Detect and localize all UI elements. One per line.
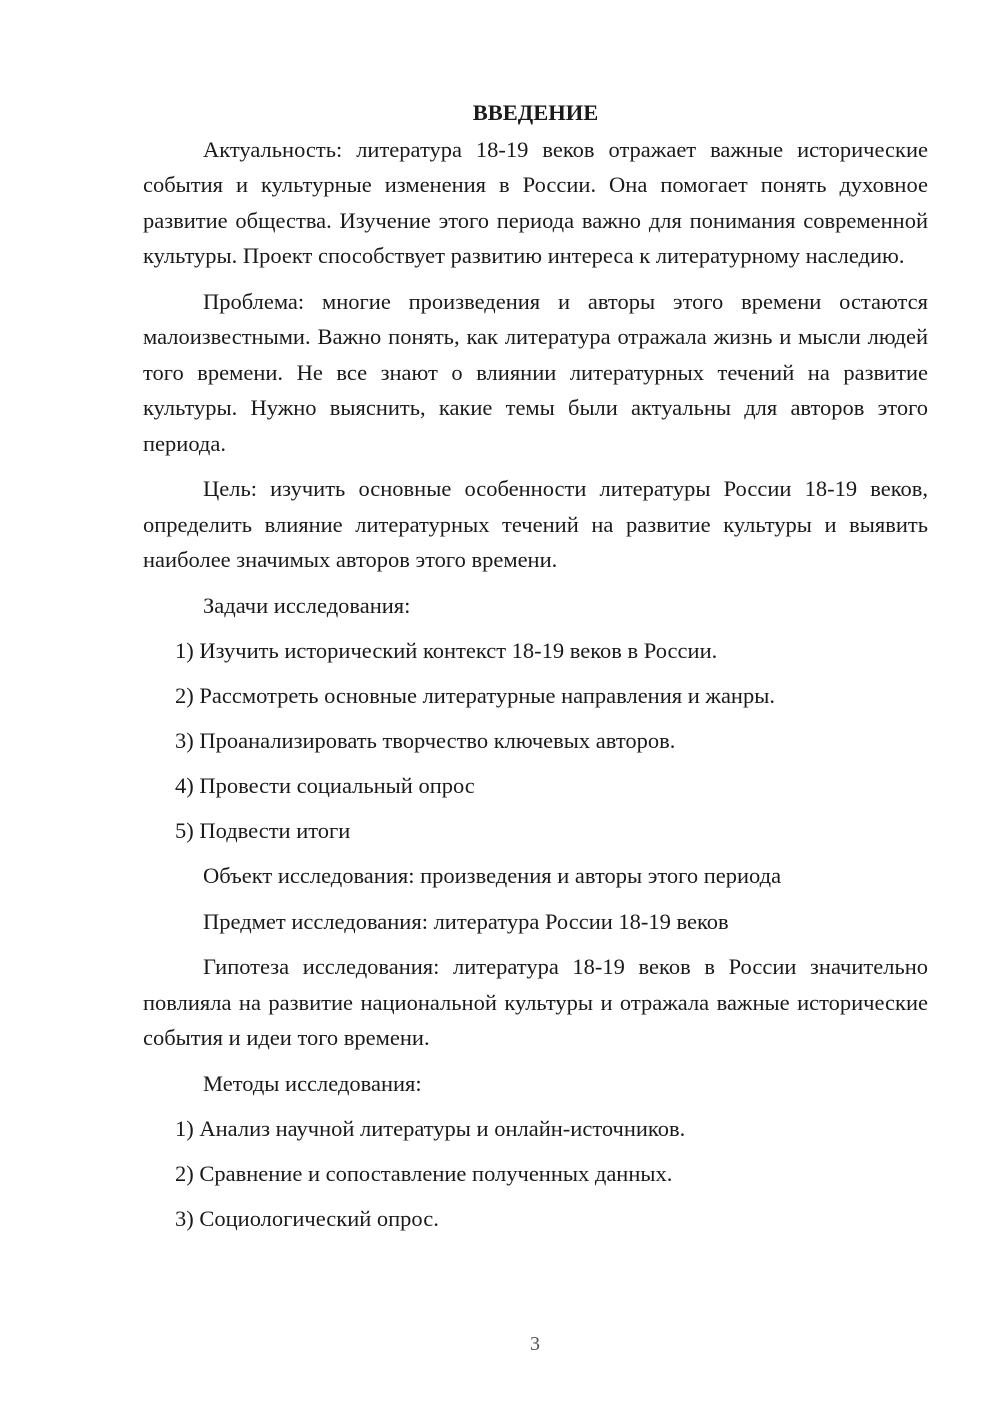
hypothesis-paragraph: Гипотеза исследования: литература 18-19 веков в России значительно повлияла на развитие национальной культуры и отражала важные исторические события и идеи того времени. xyxy=(143,954,928,1050)
list-item: 5) Подвести итоги xyxy=(175,818,351,843)
list-item: 3) Проанализировать творчество ключевых авторов. xyxy=(175,728,676,753)
tasks-heading: Задачи исследования: xyxy=(203,592,411,618)
goal-paragraph: Цель: изучить основные особенности литературы России 18-19 веков, определить влияние литературных течений на развитие культуры и выявить наиболее значимых авторов этого времени. xyxy=(143,476,928,572)
list-item: 2) Сравнение и сопоставление полученных данных. xyxy=(175,1161,673,1186)
relevance-paragraph: Актуальность: литература 18-19 веков отражает важные исторические события и культурные изменения в России. Она помогает понять духовное развитие общества. Изучение этого периода важно для понимания современной культуры. Проект способствует развитию интереса к литературному наследию. xyxy=(143,136,928,268)
list-item: 2) Рассмотреть основные литературные направления и жанры. xyxy=(175,683,775,708)
tasks-list xyxy=(143,633,928,849)
list-item: 1) Изучить исторический контекст 18-19 веков в России. xyxy=(175,638,718,663)
methods-heading: Методы исследования: xyxy=(203,1070,422,1096)
subject-line: Предмет исследования: литература России 18-19 веков xyxy=(203,908,729,934)
section-title: ВВЕДЕНИЕ xyxy=(472,100,599,125)
page-number: 3 xyxy=(530,1333,540,1355)
list-item: 3) Социологический опрос. xyxy=(175,1206,439,1231)
list-item: 4) Провести социальный опрос xyxy=(175,773,475,798)
page-content xyxy=(143,95,928,1246)
problem-paragraph: Проблема: многие произведения и авторы этого времени остаются малоизвестными. Важно понять, как литература отражала жизнь и мысли людей того времени. Не все знают о влиянии литературных течений на развитие культуры. Нужно выяснить, какие темы были актуальны для авторов этого периода. xyxy=(143,288,928,456)
object-line: Объект исследования: произведения и авторы этого периода xyxy=(203,863,782,888)
methods-list xyxy=(143,1111,928,1237)
list-item: 1) Анализ научной литературы и онлайн-источников. xyxy=(175,1116,686,1141)
